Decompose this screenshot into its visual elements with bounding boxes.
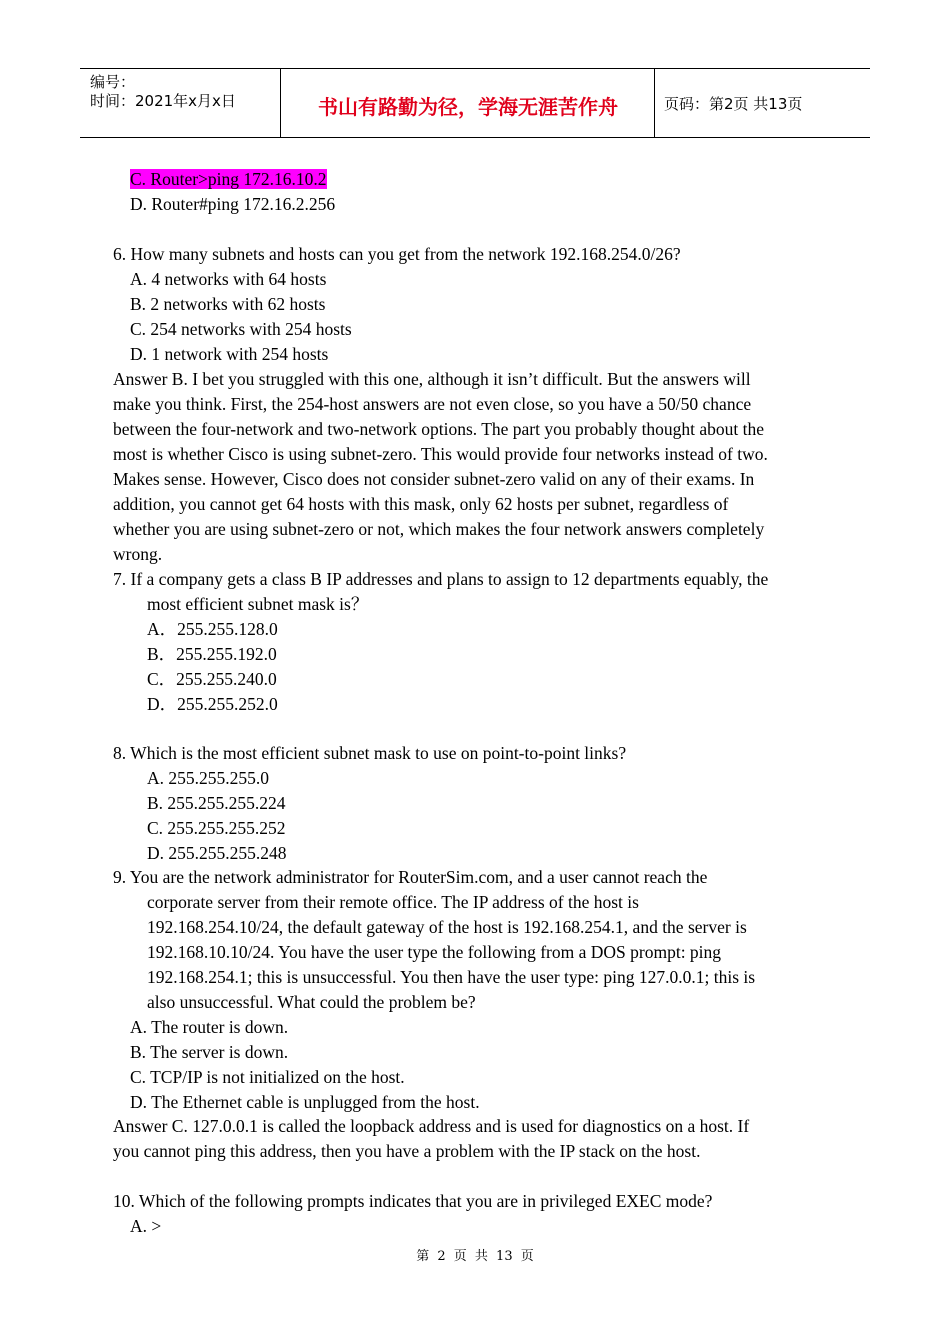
- question-5-option-c: [130, 167, 327, 192]
- question-9-cont: 192.168.254.1; this is unsuccessful. You then have the user type: ping 127.0.0.1; this is: [147, 967, 756, 987]
- question-9-option-c: C. TCP/IP is not initialized on the host.: [130, 1067, 405, 1087]
- answer-6-line: addition, you cannot get 64 hosts with this mask, only 62 hosts per subnet, regardless of: [113, 494, 729, 514]
- question-7-option-d: D．255.255.252.0: [147, 694, 278, 714]
- time-label: 时间：2021年x月x日: [90, 92, 236, 110]
- page-header: [80, 68, 870, 138]
- page-footer: 第 2 页 共 13 页: [416, 1249, 534, 1264]
- question-6-option-b: B. 2 networks with 62 hosts: [130, 294, 326, 314]
- serial-label: 编号：: [90, 73, 136, 91]
- question-9-option-b: B. The server is down.: [130, 1042, 289, 1062]
- question-9-option-d: D. The Ethernet cable is unplugged from the host.: [130, 1092, 480, 1112]
- question-9-cont: corporate server from their remote office. The IP address of the host is: [147, 892, 639, 912]
- answer-6-line: Answer B. I bet you struggled with this one, although it isn’t difficult. But the answers will: [113, 369, 751, 389]
- answer-6-line: wrong.: [113, 544, 163, 564]
- header-motto: 书山有路勤为径，学海无涯苦作舟: [318, 95, 618, 119]
- question-6-option-a: A. 4 networks with 64 hosts: [130, 269, 327, 289]
- header-meta: [90, 73, 236, 111]
- answer-6-line: most is whether Cisco is using subnet-zero. This would provide four networks instead of two.: [113, 444, 768, 464]
- answer-6-line: whether you are using subnet-zero or not, which makes the four network answers completely: [113, 519, 765, 539]
- question-8-option-d: D. 255.255.255.248: [147, 843, 287, 863]
- question-9-cont: 192.168.254.10/24, the default gateway of the host is 192.168.254.1, and the server is: [147, 917, 747, 937]
- answer-6-line: make you think. First, the 254-host answers are not even close, so you have a 50/50 chance: [113, 394, 752, 414]
- question-8: 8. Which is the most efficient subnet mask to use on point-to-point links?: [113, 743, 627, 763]
- question-7-option-a: A．255.255.128.0: [147, 619, 278, 639]
- answer-6-line: between the four-network and two-network options. The part you probably thought about the: [113, 419, 765, 439]
- question-9: 9. You are the network administrator for RouterSim.com, and a user cannot reach the: [113, 867, 708, 887]
- question-7-option-c: C．255.255.240.0: [147, 669, 277, 689]
- question-6: 6. How many subnets and hosts can you get from the network 192.168.254.0/26?: [113, 244, 681, 264]
- question-8-option-c: C. 255.255.255.252: [147, 818, 286, 838]
- question-7: 7. If a company gets a class B IP addresses and plans to assign to 12 departments equably, the: [113, 569, 769, 589]
- answer-6-line: Makes sense. However, Cisco does not consider subnet-zero valid on any of their exams. In: [113, 469, 755, 489]
- answer-9-line: Answer C. 127.0.0.1 is called the loopback address and is used for diagnostics on a host. If: [113, 1116, 750, 1136]
- question-6-option-d: D. 1 network with 254 hosts: [130, 344, 329, 364]
- question-5-option-d: D. Router#ping 172.16.2.256: [130, 194, 336, 214]
- question-8-option-b: B. 255.255.255.224: [147, 793, 286, 813]
- question-9-option-a: A. The router is down.: [130, 1017, 289, 1037]
- question-8-option-a: A. 255.255.255.0: [147, 768, 270, 788]
- question-7-option-b: B．255.255.192.0: [147, 644, 277, 664]
- question-6-option-c: C. 254 networks with 254 hosts: [130, 319, 352, 339]
- header-divider: [654, 69, 655, 137]
- question-9-cont: 192.168.10.10/24. You have the user type the following from a DOS prompt: ping: [147, 942, 722, 962]
- question-9-cont: also unsuccessful. What could the problem be?: [147, 992, 476, 1012]
- question-7-cont: most efficient subnet mask is？: [147, 594, 369, 614]
- header-divider: [280, 69, 281, 137]
- highlighted-answer: C. Router>ping 172.16.10.2: [130, 169, 327, 189]
- header-page-info: 页码：第2页 共13页: [664, 95, 803, 113]
- question-10: 10. Which of the following prompts indicates that you are in privileged EXEC mode?: [113, 1191, 713, 1211]
- question-10-option-a: A. >: [130, 1216, 162, 1236]
- answer-9-line: you cannot ping this address, then you have a problem with the IP stack on the host.: [113, 1141, 701, 1161]
